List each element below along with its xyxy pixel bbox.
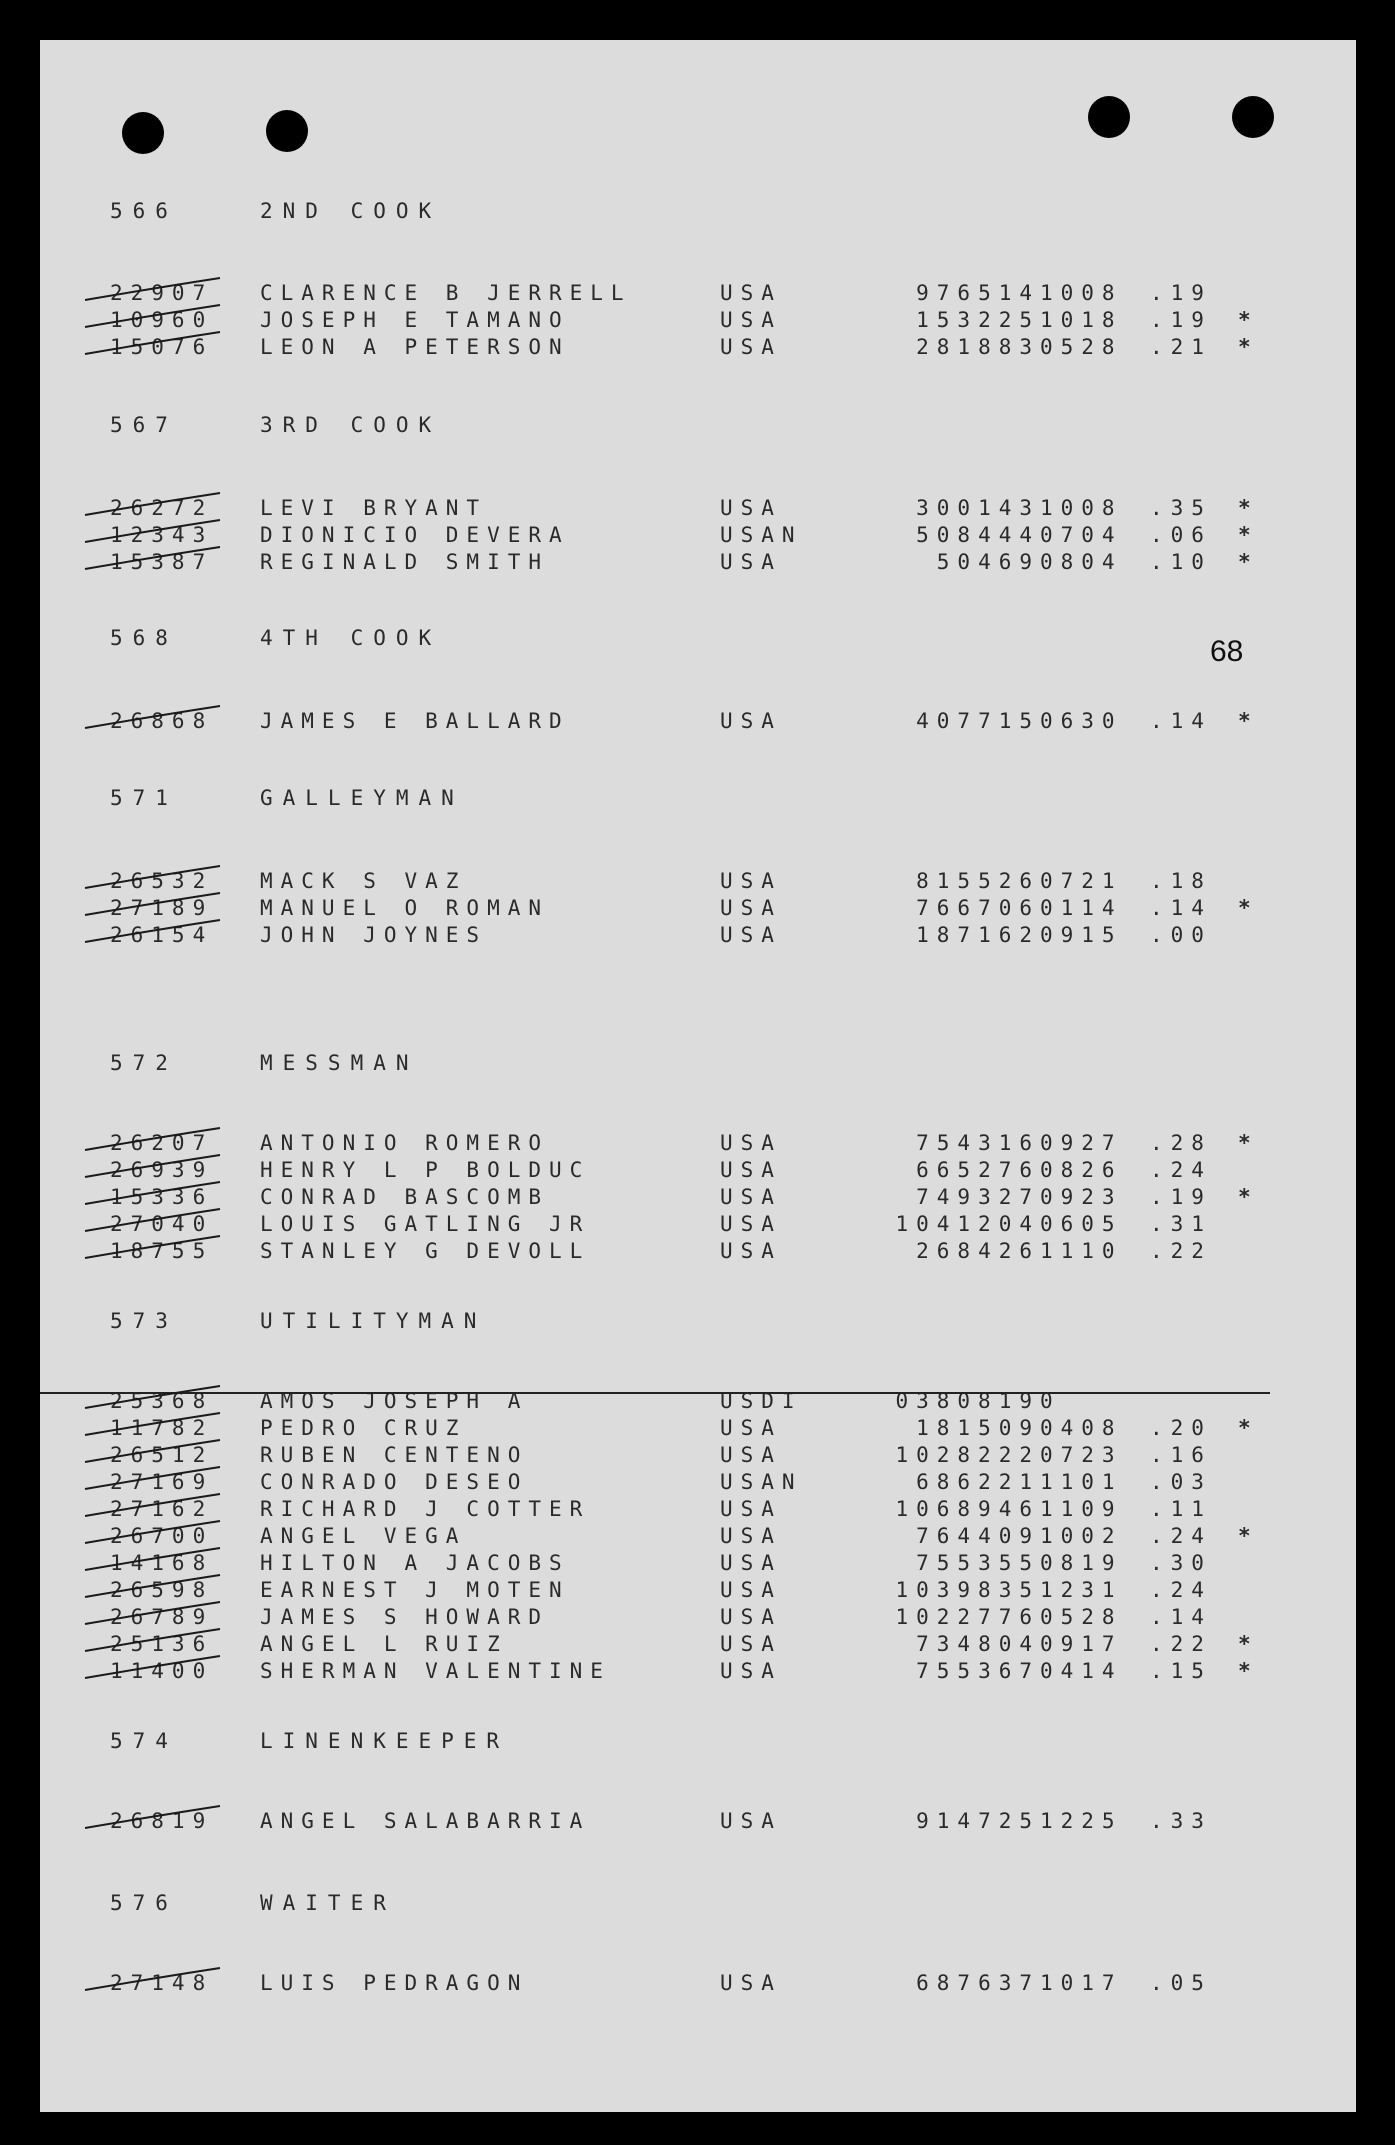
date-code: 0630 — [1040, 709, 1123, 733]
crew-id: 15336 — [110, 1185, 214, 1209]
crew-name: ANTONIO ROMERO — [260, 1131, 550, 1155]
citizenship: USA — [720, 1659, 782, 1683]
section-title: WAITER — [260, 1891, 396, 1915]
rate: .30 — [1150, 1551, 1212, 1575]
rate: .10 — [1150, 550, 1212, 574]
asterisk-mark: * — [1238, 1632, 1259, 1656]
punch-hole — [122, 112, 164, 154]
document-number: 766706 — [916, 896, 1040, 920]
date-code: 0408 — [1040, 1416, 1123, 1440]
document-number: 1028222 — [895, 1443, 1040, 1467]
citizenship: USA — [720, 896, 782, 920]
section-code: 576 — [110, 1891, 178, 1915]
document-number: 734804 — [916, 1632, 1040, 1656]
crew-id: 12343 — [110, 523, 214, 547]
citizenship: USA — [720, 1578, 782, 1602]
asterisk-mark: * — [1238, 1131, 1259, 1155]
crew-id: 26700 — [110, 1524, 214, 1548]
citizenship: USA — [720, 869, 782, 893]
crew-name: CONRADO DESEO — [260, 1470, 529, 1494]
rate: .22 — [1150, 1239, 1212, 1263]
section-code: 574 — [110, 1729, 178, 1753]
section-title: 2ND COOK — [260, 199, 442, 223]
rate: .31 — [1150, 1212, 1212, 1236]
date-code: 1110 — [1040, 1239, 1123, 1263]
asterisk-mark: * — [1238, 1524, 1259, 1548]
crew-name: ANGEL VEGA — [260, 1524, 467, 1548]
citizenship: USA — [720, 1131, 782, 1155]
date-code: 1017 — [1040, 1971, 1123, 1995]
crew-id: 22907 — [110, 281, 214, 305]
citizenship: USA — [720, 1158, 782, 1182]
punch-hole — [1232, 96, 1274, 138]
rate: .19 — [1150, 1185, 1212, 1209]
document-number: 914725 — [916, 1809, 1040, 1833]
crew-id: 10960 — [110, 308, 214, 332]
crew-name: EARNEST J MOTEN — [260, 1578, 570, 1602]
asterisk-mark: * — [1238, 1416, 1259, 1440]
document-page — [40, 40, 1356, 2112]
citizenship: USA — [720, 550, 782, 574]
citizenship: USA — [720, 1551, 782, 1575]
crew-name: JOHN JOYNES — [260, 923, 488, 947]
page-number: 68 — [1210, 635, 1244, 668]
crew-id: 26868 — [110, 709, 214, 733]
citizenship: USA — [720, 709, 782, 733]
citizenship: USA — [720, 1185, 782, 1209]
crew-name: ANGEL SALABARRIA — [260, 1809, 591, 1833]
document-number: 407715 — [916, 709, 1040, 733]
asterisk-mark: * — [1238, 335, 1259, 359]
punch-hole — [266, 110, 308, 152]
crew-id: 15387 — [110, 550, 214, 574]
date-code: 1002 — [1040, 1524, 1123, 1548]
citizenship: USA — [720, 1239, 782, 1263]
rate: .11 — [1150, 1497, 1212, 1521]
crew-id: 25136 — [110, 1632, 214, 1656]
crew-id: 26154 — [110, 923, 214, 947]
document-number: 281883 — [916, 335, 1040, 359]
crew-id: 11782 — [110, 1416, 214, 1440]
date-code: 0528 — [1040, 1605, 1123, 1629]
date-code: 1225 — [1040, 1809, 1123, 1833]
section-code: 568 — [110, 626, 178, 650]
document-number: 749327 — [916, 1185, 1040, 1209]
document-number: 665276 — [916, 1158, 1040, 1182]
document-number: 268426 — [916, 1239, 1040, 1263]
asterisk-mark: * — [1238, 709, 1259, 733]
document-number: 754316 — [916, 1131, 1040, 1155]
date-code: 0114 — [1040, 896, 1123, 920]
document-number: 187162 — [916, 923, 1040, 947]
asterisk-mark: * — [1238, 550, 1259, 574]
document-number: 508444 — [916, 523, 1040, 547]
date-code: 1018 — [1040, 308, 1123, 332]
date-code: 1109 — [1040, 1497, 1123, 1521]
rate: .24 — [1150, 1578, 1212, 1602]
date-code: 0414 — [1040, 1659, 1123, 1683]
section-code: 571 — [110, 786, 178, 810]
document-number: 1041204 — [895, 1212, 1040, 1236]
citizenship: USA — [720, 281, 782, 305]
rate: .19 — [1150, 308, 1212, 332]
rate: .19 — [1150, 281, 1212, 305]
document-number: 300143 — [916, 496, 1040, 520]
rate: .22 — [1150, 1632, 1212, 1656]
section-title: 4TH COOK — [260, 626, 442, 650]
citizenship: USA — [720, 1971, 782, 1995]
citizenship: USA — [720, 1416, 782, 1440]
asterisk-mark: * — [1238, 1185, 1259, 1209]
date-code: 0826 — [1040, 1158, 1123, 1182]
crew-name: LEON A PETERSON — [260, 335, 570, 359]
document-number: 181509 — [916, 1416, 1040, 1440]
date-code: 0 — [1040, 1389, 1061, 1413]
rate: .28 — [1150, 1131, 1212, 1155]
citizenship: USA — [720, 1632, 782, 1656]
asterisk-mark: * — [1238, 1659, 1259, 1683]
section-title: GALLEYMAN — [260, 786, 464, 810]
section-code: 566 — [110, 199, 178, 223]
section-code: 572 — [110, 1051, 178, 1075]
crew-name: AMOS JOSEPH A — [260, 1389, 529, 1413]
document-number: 1022776 — [895, 1605, 1040, 1629]
date-code: 0721 — [1040, 869, 1123, 893]
rate: .18 — [1150, 869, 1212, 893]
rate: .24 — [1150, 1524, 1212, 1548]
date-code: 0927 — [1040, 1131, 1123, 1155]
crew-name: RICHARD J COTTER — [260, 1497, 591, 1521]
document-number: 153225 — [916, 308, 1040, 332]
document-number: 755367 — [916, 1659, 1040, 1683]
crew-id: 27189 — [110, 896, 214, 920]
date-code: 0915 — [1040, 923, 1123, 947]
rate: .00 — [1150, 923, 1212, 947]
rate: .33 — [1150, 1809, 1212, 1833]
crew-name: SHERMAN VALENTINE — [260, 1659, 611, 1683]
citizenship: USAN — [720, 1470, 803, 1494]
rate: .15 — [1150, 1659, 1212, 1683]
rate: .14 — [1150, 709, 1212, 733]
document-number: 50469 — [936, 550, 1040, 574]
crew-id: 25368 — [110, 1389, 214, 1413]
crew-name: CONRAD BASCOMB — [260, 1185, 550, 1209]
citizenship: USAN — [720, 523, 803, 547]
crew-id: 26939 — [110, 1158, 214, 1182]
section-title: 3RD COOK — [260, 413, 442, 437]
crew-name: JOSEPH E TAMANO — [260, 308, 570, 332]
citizenship: USA — [720, 923, 782, 947]
crew-id: 27162 — [110, 1497, 214, 1521]
date-code: 1008 — [1040, 496, 1123, 520]
section-title: UTILITYMAN — [260, 1309, 487, 1333]
crew-id: 26272 — [110, 496, 214, 520]
citizenship: USA — [720, 1443, 782, 1467]
document-number: 1039835 — [895, 1578, 1040, 1602]
document-number: 686221 — [916, 1470, 1040, 1494]
citizenship: USA — [720, 1809, 782, 1833]
citizenship: USA — [720, 1497, 782, 1521]
rate: .24 — [1150, 1158, 1212, 1182]
rate: .20 — [1150, 1416, 1212, 1440]
crew-name: MANUEL O ROMAN — [260, 896, 550, 920]
document-number: 0380819 — [895, 1389, 1040, 1413]
crew-id: 18755 — [110, 1239, 214, 1263]
date-code: 0917 — [1040, 1632, 1123, 1656]
asterisk-mark: * — [1238, 896, 1259, 920]
crew-id: 27148 — [110, 1971, 214, 1995]
asterisk-mark: * — [1238, 308, 1259, 332]
document-number: 764409 — [916, 1524, 1040, 1548]
row-strikethrough — [40, 1392, 1270, 1394]
crew-id: 26598 — [110, 1578, 214, 1602]
date-code: 0819 — [1040, 1551, 1123, 1575]
rate: .14 — [1150, 896, 1212, 920]
section-code: 573 — [110, 1309, 178, 1333]
crew-name: ANGEL L RUIZ — [260, 1632, 508, 1656]
citizenship: USA — [720, 335, 782, 359]
rate: .21 — [1150, 335, 1212, 359]
date-code: 1231 — [1040, 1578, 1123, 1602]
rate: .35 — [1150, 496, 1212, 520]
crew-name: LOUIS GATLING JR — [260, 1212, 591, 1236]
section-title: LINENKEEPER — [260, 1729, 510, 1753]
section-code: 567 — [110, 413, 178, 437]
date-code: 1101 — [1040, 1470, 1123, 1494]
crew-name: DIONICIO DEVERA — [260, 523, 570, 547]
crew-id: 26532 — [110, 869, 214, 893]
date-code: 0528 — [1040, 335, 1123, 359]
asterisk-mark: * — [1238, 523, 1259, 547]
date-code: 0605 — [1040, 1212, 1123, 1236]
date-code: 0704 — [1040, 523, 1123, 547]
crew-name: LUIS PEDRAGON — [260, 1971, 529, 1995]
citizenship: USA — [720, 1212, 782, 1236]
crew-name: JAMES S HOWARD — [260, 1605, 550, 1629]
crew-name: HENRY L P BOLDUC — [260, 1158, 591, 1182]
document-number: 687637 — [916, 1971, 1040, 1995]
crew-name: CLARENCE B JERRELL — [260, 281, 632, 305]
rate: .03 — [1150, 1470, 1212, 1494]
crew-name: RUBEN CENTENO — [260, 1443, 529, 1467]
citizenship: USA — [720, 308, 782, 332]
crew-name: HILTON A JACOBS — [260, 1551, 570, 1575]
rate: .14 — [1150, 1605, 1212, 1629]
citizenship: USA — [720, 1605, 782, 1629]
asterisk-mark: * — [1238, 496, 1259, 520]
crew-name: PEDRO CRUZ — [260, 1416, 467, 1440]
rate: .05 — [1150, 1971, 1212, 1995]
date-code: 0923 — [1040, 1185, 1123, 1209]
punch-hole — [1088, 96, 1130, 138]
crew-id: 26789 — [110, 1605, 214, 1629]
crew-id: 26512 — [110, 1443, 214, 1467]
document-number: 1068946 — [895, 1497, 1040, 1521]
citizenship: USDI — [720, 1389, 803, 1413]
date-code: 0723 — [1040, 1443, 1123, 1467]
date-code: 1008 — [1040, 281, 1123, 305]
citizenship: USA — [720, 496, 782, 520]
crew-name: MACK S VAZ — [260, 869, 467, 893]
crew-id: 27040 — [110, 1212, 214, 1236]
rate: .06 — [1150, 523, 1212, 547]
rate: .16 — [1150, 1443, 1212, 1467]
crew-id: 14168 — [110, 1551, 214, 1575]
document-number: 815526 — [916, 869, 1040, 893]
crew-id: 27169 — [110, 1470, 214, 1494]
document-number: 755355 — [916, 1551, 1040, 1575]
document-number: 976514 — [916, 281, 1040, 305]
crew-name: STANLEY G DEVOLL — [260, 1239, 591, 1263]
crew-name: REGINALD SMITH — [260, 550, 550, 574]
citizenship: USA — [720, 1524, 782, 1548]
section-title: MESSMAN — [260, 1051, 419, 1075]
crew-id: 11400 — [110, 1659, 214, 1683]
date-code: 0804 — [1040, 550, 1123, 574]
crew-id: 26819 — [110, 1809, 214, 1833]
crew-id: 26207 — [110, 1131, 214, 1155]
crew-id: 15076 — [110, 335, 214, 359]
crew-name: JAMES E BALLARD — [260, 709, 570, 733]
crew-name: LEVI BRYANT — [260, 496, 488, 520]
